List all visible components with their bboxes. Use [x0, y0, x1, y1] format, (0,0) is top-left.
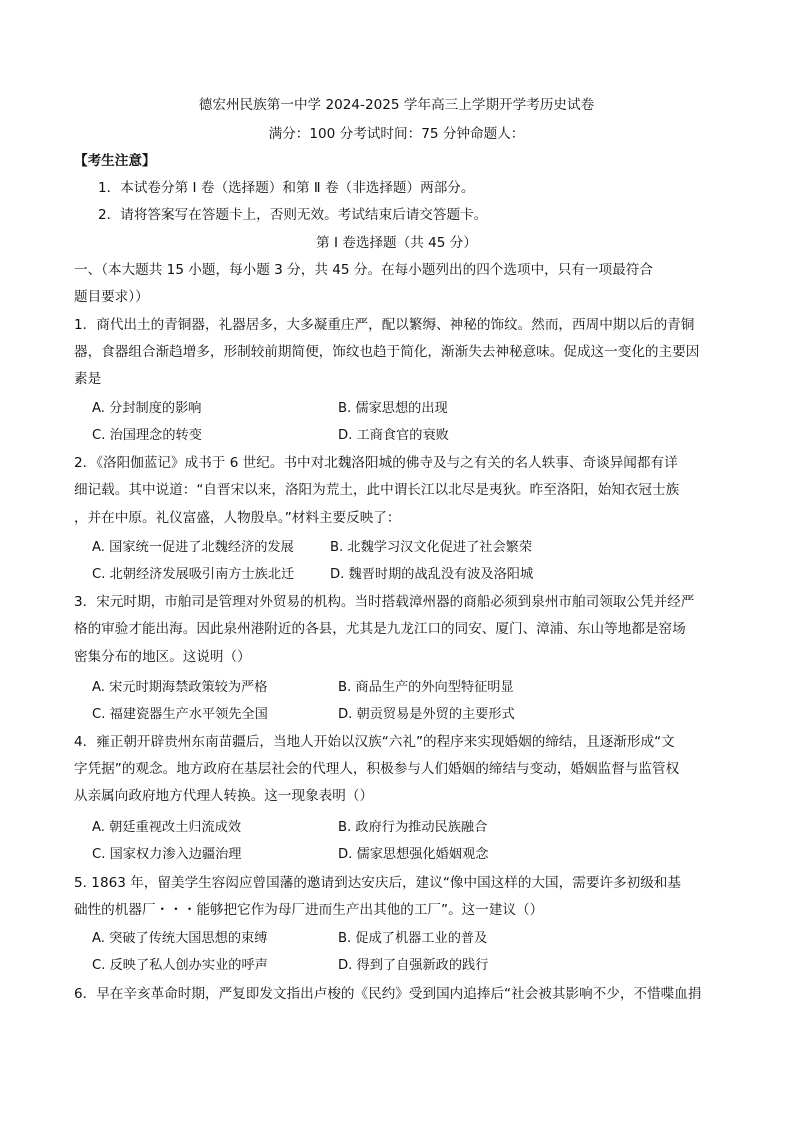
question-text: 1．商代出土的青铜器，礼器居多，大多凝重庄严，配以繁缛、神秘的饰纹。然而，西周中期以后的青铜	[74, 317, 695, 333]
question-text: 细记载。其中说道：“自晋宋以来，洛阳为荒土，此中谓长江以北尽是夷狄。昨至洛阳，始知衣冠士族	[74, 482, 680, 498]
option-b: B. 儒家思想的出现	[338, 401, 448, 416]
question-text: 4．雍正朝开辟贵州东南苗疆后，当地人开始以汉族“六礼”的程序来实现婚姻的缔结，且逐渐形成“文	[74, 734, 675, 750]
notice-item: 1．本试卷分第 Ⅰ 卷（选择题）和第 Ⅱ 卷（非选择题）两部分。	[98, 180, 475, 196]
option-b: B. 北魏学习汉文化促进了社会繁荣	[330, 540, 533, 555]
option-a: A. 国家统一促进了北魏经济的发展	[92, 540, 294, 555]
question-text: 础性的机器厂・・・能够把它作为母厂进而生产出其他的工厂”。这一建议（）	[74, 902, 544, 918]
option-d: D. 工商食官的衰败	[338, 428, 449, 443]
question-text: 3．宋元时期，市舶司是管理对外贸易的机构。当时搭载漳州器的商船必须到泉州市舶司领取公凭并经严	[74, 594, 695, 610]
question-text: ，并在中原。礼仪富盛，人物殷阜。”材料主要反映了：	[74, 510, 401, 526]
option-c: C. 北朝经济发展吸引南方士族北迁	[92, 567, 295, 582]
question-text: 器，食器组合渐趋增多，形制较前期简便，饰纹也趋于简化，渐渐失去神秘意味。促成这一变化的主要因	[74, 344, 700, 360]
question-text: 从亲属向政府地方代理人转换。这一现象表明（）	[74, 788, 374, 804]
option-d: D. 儒家思想强化婚姻观念	[338, 847, 489, 862]
question-text: 2．《洛阳伽蓝记》成书于 6 世纪。书中对北魏洛阳城的佛寺及与之有关的名人轶事、奇谈异闻都有详	[74, 455, 678, 471]
exam-title: 德宏州民族第一中学 2024-2025 学年高三上学期开学考历史试卷	[198, 97, 595, 113]
option-b: B. 商品生产的外向型特征明显	[338, 680, 514, 695]
option-b: B. 政府行为推动民族融合	[338, 820, 488, 835]
section-intro: 题目要求））	[74, 289, 149, 305]
section-title: 第 Ⅰ 卷选择题（共 45 分）	[316, 235, 477, 251]
notice-item: 2．请将答案写在答题卡上，否则无效。考试结束后请交答题卡。	[98, 207, 488, 223]
option-c: C. 反映了私人创办实业的呼声	[92, 958, 268, 973]
question-text: 素是	[74, 371, 102, 387]
option-c: C. 治国理念的转变	[92, 428, 202, 443]
question-text: 6．早在辛亥革命时期，严复即发文指出卢梭的《民约》受到国内追捧后“社会被其影响不少，不惜喋血捐	[74, 986, 702, 1002]
notice-heading: 【考生注意】	[74, 153, 156, 169]
question-text: 密集分布的地区。这说明（）	[74, 649, 251, 665]
option-a: A. 突破了传统大国思想的束缚	[92, 931, 268, 946]
option-d: D. 魏晋时期的战乱没有波及洛阳城	[330, 567, 534, 582]
question-text: 格的审验才能出海。因此泉州港附近的各县，尤其是九龙江口的同安、厦门、漳浦、东山等地都是窑场	[74, 621, 686, 637]
exam-subtitle: 满分：100 分考试时间：75 分钟命题人：	[268, 126, 525, 142]
option-a: A. 宋元时期海禁政策较为严格	[92, 680, 268, 695]
question-text: 字凭据”的观念。地方政府在基层社会的代理人，积极参与人们婚姻的缔结与变动，婚姻监督与监管权	[74, 761, 680, 777]
section-intro: 一、（本大题共 15 小题，每小题 3 分，共 45 分。在每小题列出的四个选项中，只有一项最符合	[74, 262, 653, 278]
option-d: D. 朝贡贸易是外贸的主要形式	[338, 707, 515, 722]
option-c: C. 福建瓷器生产水平领先全国	[92, 707, 268, 722]
option-b: B. 促成了机器工业的普及	[338, 931, 488, 946]
option-d: D. 得到了自强新政的践行	[338, 958, 489, 973]
option-a: A. 分封制度的影响	[92, 401, 202, 416]
option-a: A. 朝廷重视改土归流成效	[92, 820, 242, 835]
option-c: C. 国家权力渗入边疆治理	[92, 847, 242, 862]
question-text: 5. 1863 年，留美学生容闳应曾国藩的邀请到达安庆后，建议“像中国这样的大国，需要许多初级和基	[74, 875, 681, 891]
